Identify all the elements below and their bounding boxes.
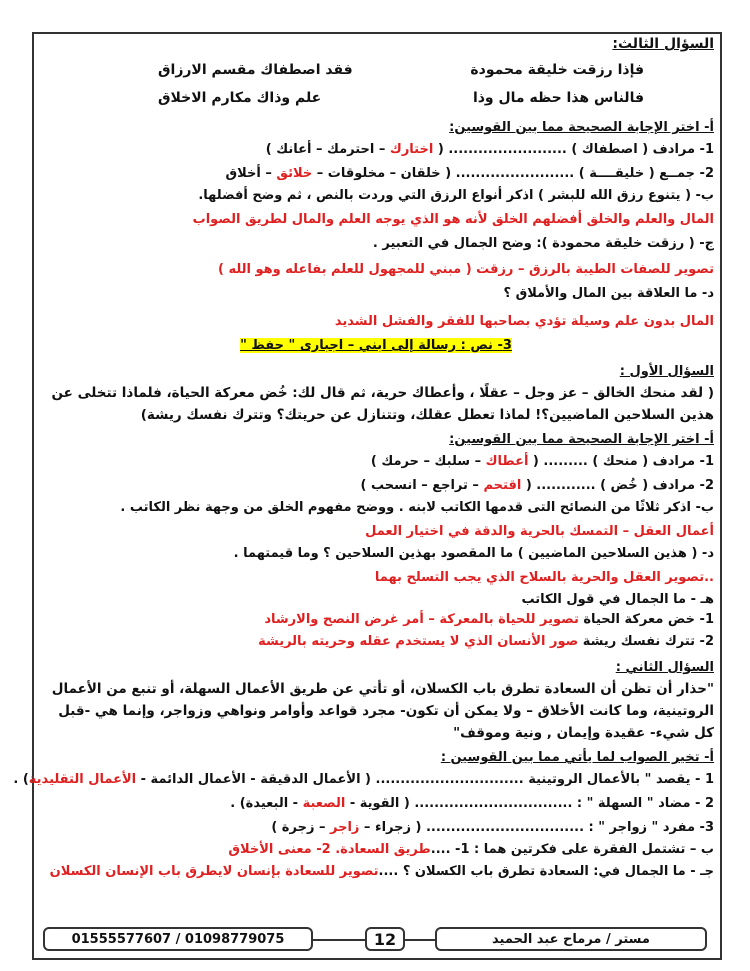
question-text: 2- تترك نفسك ريشة: [578, 634, 714, 649]
question-text: – أخلاق: [225, 166, 277, 181]
worksheet-content: [13, 34, 714, 880]
q3-c-question: ج- ( رزقت خليقة محمودة ): وضح الجمال في التعبير .: [372, 236, 714, 251]
q1-a2: [38, 478, 714, 494]
q1-b-answer: أعمال العقل – التمسك بالحرية والدقة في اختيار العمل: [365, 524, 714, 539]
q2-a2: [38, 796, 714, 812]
teacher-name: مستر / مرماح عبد الحميد: [435, 927, 707, 951]
q2-passage: "حذار أن تظن أن السعادة تطرق باب الكسلان، أو تأتي عن طريق الأعمال السهلة، أو تنبع من الأعمال الروتينية، وما كانت الأخلاق – ولا يمكن أن تكون- مجرد قواعد وأوامر ونواهي وزواجر، وإنما هي -قبل كل شيء- عقيدة وإيمان , ونية وموقف": [51, 681, 714, 741]
question-text: 2- جمــع ( خليقــــة ) ........................ ( خلقان – مخلوقات –: [312, 166, 714, 181]
q1-h1: [38, 612, 714, 628]
q1-a-heading: أ- اختر الإجابة الصحيحة مما بين القوسين:: [449, 432, 714, 447]
poem-row-2: [38, 90, 714, 106]
page-footer: [43, 927, 707, 953]
q1-d-answer: ..تصوير العقل والحرية بالسلاح الذي يجب التسلح بهما: [374, 570, 714, 585]
question-text: 2 - مضاد " السهلة " : ................................ ( القوية -: [345, 796, 714, 811]
answer-text: زاجر: [329, 820, 360, 835]
question-text: – تراجع – انسحب ): [360, 478, 484, 493]
question-text: – زجرة ): [271, 820, 330, 835]
question-text: 2- مرادف ( خُض ) ............ (: [521, 478, 714, 493]
footer-divider: [405, 939, 435, 941]
q3-a-heading: أ- اختر الإجابة الصحيحة مما بين القوسين:: [449, 120, 714, 135]
answer-text: تصوير للسعادة بإنسان لايطرق باب الإنسان الكسلان: [49, 864, 379, 879]
phone-numbers: 01555577607 / 01098779075: [43, 927, 313, 951]
q2-a-heading: أ- تخير الصواب لما يأتي مما بين القوسين :: [440, 750, 714, 765]
q1-a1: [38, 454, 714, 470]
footer-divider: [313, 939, 365, 941]
q1-passage: ( لقد منحك الخالق – عز وجل – عقلًا ، وأعطاك حرية، ثم قال لك: خُض معركة الحياة، فلماذا تتخلى عن هذين السلاحين الماضيين؟! لماذا تعطل عقلك، وتتنازل عن حريتك؟ وتترك نفسك ريشة): [51, 385, 714, 423]
question-text: - البعيدة) .: [230, 796, 303, 811]
q2-title: السؤال الثاني :: [615, 660, 714, 675]
q1-d-question: د- ( هذين السلاحين الماضيين ) ما المقصود بهذين السلاحين ؟ وما قيمتهما .: [233, 546, 714, 561]
question-text: ) .: [13, 772, 29, 787]
answer-text: خلائق: [276, 166, 313, 181]
poem-line: فقد اصطفاك مقسم الارزاق: [158, 62, 353, 78]
text3-title-row: [38, 338, 714, 354]
q3-b-answer: المال والعلم والخلق أفضلهم الخلق لأنه هو الذي يوجه العلم والمال لطريق الصواب: [192, 212, 714, 227]
question-text: – سلبك – حرمك ): [370, 454, 486, 469]
question-text: 1- مرادف ( اصطفاك ) ........................ (: [433, 142, 714, 157]
q2-b: [38, 842, 714, 858]
q3-a2: [38, 166, 714, 182]
q3-d-answer: المال بدون علم وسيلة تؤدي بصاحبها للفقر والفشل الشديد: [334, 314, 714, 329]
question-text: جـ - ما الجمال في: السعادة تطرق باب الكسلان ؟ ....: [378, 864, 714, 879]
answer-text: أعطاك: [485, 454, 529, 469]
q3-b-question: ب- ( يتنوع رزق الله للبشر ) اذكر أنواع الرزق التي وردت بالنص ، ثم وضح أفضلها.: [198, 188, 714, 203]
q2-a1: [13, 772, 714, 788]
answer-text: الصعبة: [302, 796, 346, 811]
answer-text: تصوير للحياة بالمعركة – أمر غرض النصح والارشاد: [264, 612, 579, 627]
answer-text: الأعمال التقليدية: [28, 772, 137, 787]
question-text: – احترمك – أعانك ): [265, 142, 390, 157]
q3-title: السؤال الثالث:: [612, 36, 714, 52]
q2-a3: [38, 820, 714, 836]
poem-line: فالناس هذا حظه مال وذا: [472, 90, 644, 106]
answer-text: طريق السعادة. 2- معنى الأخلاق: [228, 842, 431, 857]
q3-c-answer: تصوير للصفات الطيبة بالرزق – رزقت ( مبني للمجهول للعلم بفاعله وهو الله ): [218, 262, 714, 277]
answer-text: اقتحم: [483, 478, 522, 493]
question-text: 3- مفرد " زواجر " : ................................ ( زجراء –: [359, 820, 714, 835]
question-text: 1- مرادف ( منحك ) ......... (: [528, 454, 714, 469]
answer-text: صور الأنسان الذي لا يستخدم عقله وحريته بالريشة: [258, 634, 579, 649]
q1-h2: [38, 634, 714, 650]
question-text: 1- خض معركة الحياة: [578, 612, 714, 627]
question-text: 1 - يقصد " بالأعمال الروتينية .............................. ( الأعمال الدقيقة - الأعمال الدائمة -: [136, 772, 714, 787]
question-text: ب – تشتمل الفقرة على فكرتين هما : 1- ....: [430, 842, 714, 857]
q1-b-question: ب- اذكر ثلاثًا من النصائح التى قدمها الكاتب لابنه . ووضح مفهوم الخلق من وجهة نظر الكاتب .: [120, 500, 714, 515]
q1-title: السؤال الأول :: [619, 364, 714, 379]
q3-a1: [38, 142, 714, 158]
answer-text: اختارك: [389, 142, 434, 157]
page-number: 12: [365, 927, 405, 951]
poem-line: علم وذاك مكارم الاخلاق: [158, 90, 322, 106]
text3-title: 3- نص : رسالة إلى ابني – اجبارى " حفظ ": [240, 338, 512, 353]
poem-line: فإذا رزقت خليقة محمودة: [470, 62, 644, 78]
q1-h-question: هـ - ما الجمال في قول الكاتب: [521, 592, 714, 607]
q3-d-question: د- ما العلاقة بين المال والأملاق ؟: [503, 286, 714, 301]
poem-row-1: [38, 62, 714, 78]
q2-c: [38, 864, 714, 880]
